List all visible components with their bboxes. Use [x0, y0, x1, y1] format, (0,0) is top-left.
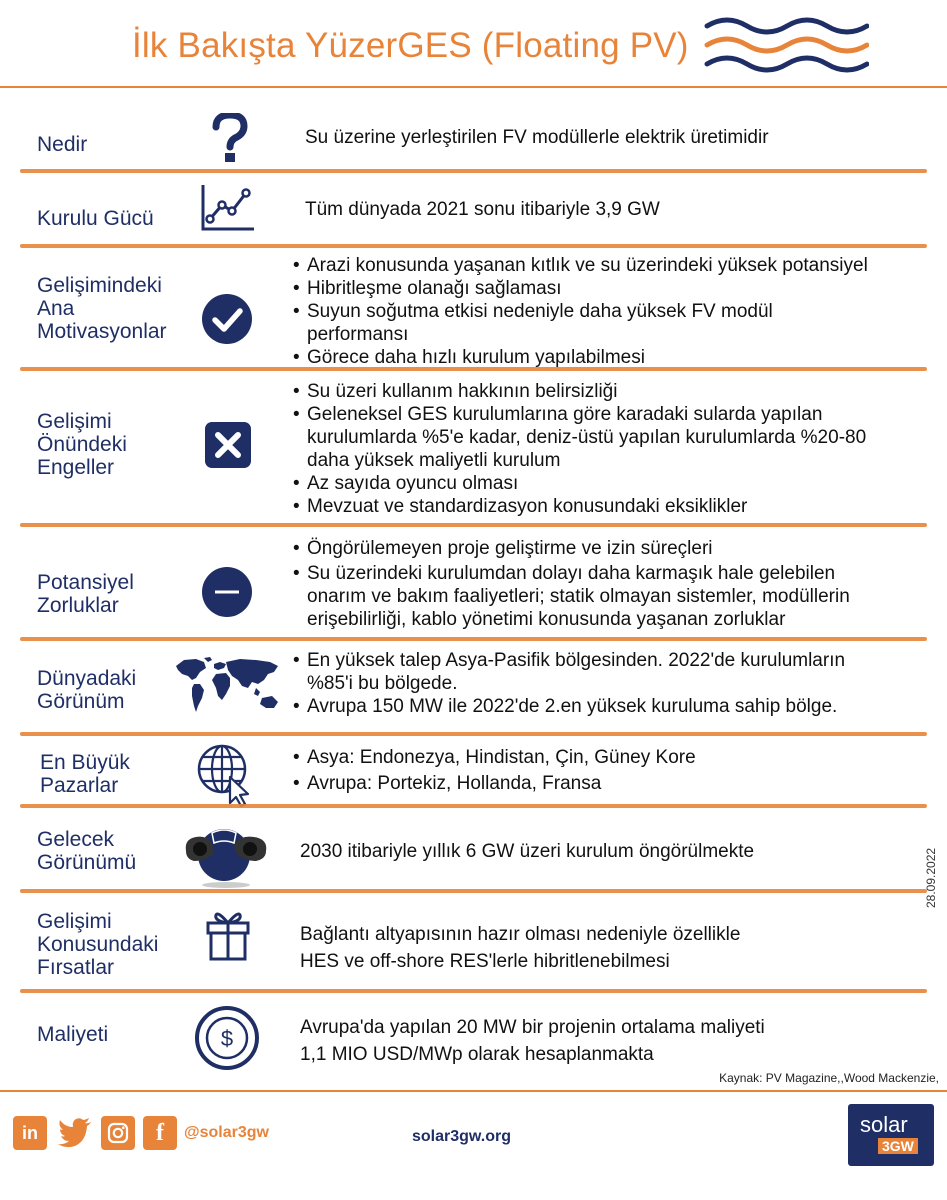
row-divider	[0, 243, 947, 249]
list-item: • Az sayıda oyuncu olması	[291, 472, 866, 495]
solar3gw-logo: solar 3GW	[848, 1104, 934, 1166]
source-note: Kaynak: PV Magazine,,Wood Mackenzie,	[719, 1071, 939, 1085]
row-text-kurulu-gucu: Tüm dünyada 2021 sonu itibariyle 3,9 GW	[305, 199, 660, 220]
row-bullets-engeller	[291, 380, 866, 518]
row-divider	[0, 168, 947, 174]
row-label-dunyadaki: Dünyadaki Görünüm	[37, 667, 137, 713]
list-item: • Arazi konusunda yaşanan kıtlık ve su üzerindeki yüksek potansiyel	[291, 254, 868, 277]
row-label-engeller: Gelişimi Önündeki Engeller	[37, 410, 127, 479]
social-handle[interactable]: @solar3gw	[184, 1124, 269, 1141]
waves-icon	[703, 14, 869, 76]
dollar-coin-icon	[194, 1005, 260, 1076]
minus-circle-icon	[201, 566, 253, 623]
binoculars-icon	[182, 823, 270, 896]
row-label-maliyeti: Maliyeti	[37, 1023, 109, 1046]
list-item: • Geleneksel GES kurulumlarına göre karadaki sularda yapılan kurulumlarda %5'e kadar, deniz-üstü yapılan kurulumlarda %20-80 daha yüksek maliyetli kurulum	[291, 403, 866, 472]
row-divider	[0, 888, 947, 894]
row-divider	[0, 731, 947, 737]
list-item: • Su üzeri kullanım hakkının belirsizliği	[291, 380, 866, 403]
row-label-kurulu-gucu: Kurulu Gücü	[37, 207, 154, 230]
list-item: • Görece daha hızlı kurulum yapılabilmesi	[291, 346, 868, 369]
list-item: • Avrupa 150 MW ile 2022'de 2.en yüksek kuruluma sahip bölge.	[291, 695, 845, 718]
list-item: • Avrupa: Portekiz, Hollanda, Fransa	[291, 772, 696, 795]
list-item: • Asya: Endonezya, Hindistan, Çin, Güney Kore	[291, 746, 696, 769]
line-chart-icon	[200, 183, 256, 238]
check-circle-icon	[201, 293, 253, 350]
row-label-nedir: Nedir	[37, 133, 88, 156]
row-bullets-zorluklar	[291, 537, 850, 631]
row-divider	[0, 636, 947, 642]
list-item: • Öngörülemeyen proje geliştirme ve izin süreçleri	[291, 537, 850, 560]
header	[0, 0, 947, 90]
x-square-icon	[204, 421, 252, 474]
row-text-gelecek: 2030 itibariyle yıllık 6 GW üzeri kurulum öngörülmekte	[300, 841, 755, 862]
instagram-icon[interactable]	[101, 1116, 135, 1150]
row-divider	[0, 803, 947, 809]
row-label-firsatlar: Gelişimi Konusundaki Fırsatlar	[37, 910, 159, 979]
row-bullets-pazarlar	[291, 746, 696, 795]
row-divider	[0, 988, 947, 994]
list-item: • En yüksek talep Asya-Pasifik bölgesinden. 2022'de kurulumların %85'i bu bölgede.	[291, 649, 845, 695]
list-item: • Mevzuat ve standardizasyon konusundaki eksiklikler	[291, 495, 866, 518]
twitter-icon[interactable]	[58, 1116, 92, 1150]
facebook-icon[interactable]: f	[143, 1116, 177, 1150]
footer-divider	[0, 1090, 947, 1092]
row-bullets-motivasyonlar	[291, 254, 868, 369]
question-icon	[212, 113, 248, 168]
row-divider	[0, 366, 947, 372]
website-link[interactable]: solar3gw.org	[412, 1128, 511, 1145]
row-bullets-dunyadaki	[291, 649, 845, 718]
row-text-maliyeti: Avrupa'da yapılan 20 MW bir projenin ortalama maliyeti 1,1 MIO USD/MWp olarak hesaplanmakta	[300, 1017, 765, 1065]
date-stamp: 28.09.2022	[924, 847, 938, 908]
row-label-zorluklar: Potansiyel Zorluklar	[37, 571, 134, 617]
row-divider	[0, 522, 947, 528]
row-text-nedir: Su üzerine yerleştirilen FV modüllerle elektrik üretimidir	[305, 127, 769, 148]
row-label-motivasyonlar: Gelişimindeki Ana Motivasyonlar	[37, 274, 167, 343]
gift-icon	[206, 905, 250, 966]
globe-cursor-icon	[196, 743, 256, 812]
header-divider	[0, 85, 947, 91]
row-label-pazarlar: En Büyük Pazarlar	[40, 751, 130, 797]
row-label-gelecek: Gelecek Görünümü	[37, 828, 137, 874]
svg-text:$: $	[220, 1026, 234, 1051]
linkedin-icon[interactable]: in	[13, 1116, 47, 1150]
row-text-firsatlar: Bağlantı altyapısının hazır olması nedeniyle özellikle HES ve off-shore RES'lerle hibritlenebilmesi	[300, 924, 741, 972]
list-item: • Suyun soğutma etkisi nedeniyle daha yüksek FV modül performansı	[291, 300, 868, 346]
world-map-icon	[170, 656, 284, 723]
list-item: • Hibritleşme olanağı sağlaması	[291, 277, 868, 300]
list-item: • Su üzerindeki kurulumdan dolayı daha karmaşık hale gelebilen onarım ve bakım faaliyetleri; statik olmayan sistemler, modüllerin erişebilirliği, kablo yönetimi konusunda yaşanan zorluklar	[291, 562, 850, 631]
page-title: İlk Bakışta YüzerGES (Floating PV)	[132, 26, 689, 65]
